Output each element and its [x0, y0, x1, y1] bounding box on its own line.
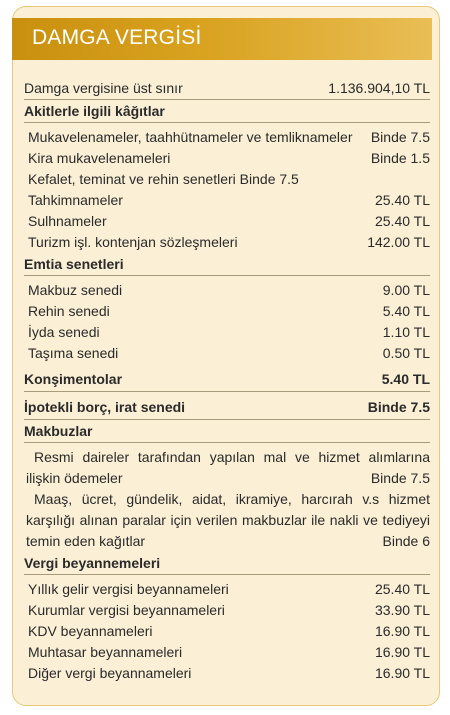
row-label: Kefalet, teminat ve rehin senetleri Binde 7.5 [28, 171, 299, 187]
makbuz-paragraph-1 [24, 447, 430, 489]
list-item [24, 127, 430, 148]
row-label: Rehin senedi [28, 303, 110, 319]
section-title: Vergi beyannemeleri [24, 555, 161, 571]
row-value: 25.40 TL [374, 581, 430, 597]
list-item [24, 600, 430, 621]
row-value: 25.40 TL [374, 192, 430, 208]
row-label: Mukavelenameler, taahhütnameler ve temliknameler [28, 129, 353, 145]
row-label: Turizm işl. kontenjan sözleşmeleri [28, 234, 238, 250]
paragraph-value: Binde 7.5 [370, 470, 430, 486]
list-item [24, 169, 430, 190]
row-label: KDV beyannameleri [28, 623, 153, 639]
row-label: Makbuz senedi [28, 282, 123, 298]
row-value: 16.90 TL [374, 623, 430, 639]
row-label: Yıllık gelir vergisi beyannameleri [28, 581, 229, 597]
row-value: 9.00 TL [382, 282, 430, 298]
row-label: Sulhnameler [28, 213, 107, 229]
ipotek-row [24, 396, 430, 420]
row-label: Kurumlar vergisi beyannameleri [28, 602, 225, 618]
upper-limit-row [24, 78, 430, 100]
list-item [24, 190, 430, 211]
header-bar [12, 18, 432, 60]
list-item [24, 621, 430, 642]
paragraph-text: Resmi daireler tarafından yapılan mal ve hizmet alımlarına ilişkin ödemeler [26, 449, 430, 486]
list-item [24, 301, 430, 322]
row-value: Binde 7.5 [367, 399, 430, 415]
list-item [24, 232, 430, 253]
list-item [24, 280, 430, 301]
paragraph-value: Binde 6 [382, 533, 430, 549]
section-heading-beyanname [24, 553, 430, 575]
row-label: Kira mukavelenameleri [28, 150, 171, 166]
section-title: Akitlerle ilgili kâğıtlar [24, 103, 165, 119]
konsimento-row [24, 368, 430, 392]
row-value: 1.136.904,10 TL [328, 80, 430, 96]
list-item [24, 663, 430, 684]
section-heading-akitler [24, 101, 430, 123]
row-value: 16.90 TL [374, 665, 430, 681]
paragraph-text: Maaş, ücret, gündelik, aidat, ikramiye, harcırah v.s hizmet karşılığı alınan paralar için verilen makbuzlar ile nakli ve tediyeyi temin eden kağıtlar [26, 491, 430, 549]
row-value: 25.40 TL [374, 213, 430, 229]
row-value: Binde 1.5 [370, 150, 430, 166]
section-heading-makbuzlar [24, 421, 430, 443]
list-item [24, 343, 430, 364]
page-title: DAMGA VERGİSİ [32, 26, 202, 49]
list-item [24, 322, 430, 343]
row-value: 16.90 TL [374, 644, 430, 660]
row-value: 5.40 TL [381, 371, 430, 387]
row-label: Diğer vergi beyannameleri [28, 665, 192, 681]
row-label: İyda senedi [28, 324, 100, 340]
section-heading-emtia [24, 254, 430, 276]
list-item [24, 579, 430, 600]
list-item [24, 211, 430, 232]
section-title: Emtia senetleri [24, 256, 124, 272]
row-value: 5.40 TL [382, 303, 430, 319]
row-label: Tahkimnameler [28, 192, 123, 208]
row-label: Taşıma senedi [28, 345, 119, 361]
row-value: 0.50 TL [382, 345, 430, 361]
row-label: İpotekli borç, irat senedi [24, 399, 186, 415]
row-value: 1.10 TL [382, 324, 430, 340]
row-label: Muhtasar beyannameleri [28, 644, 183, 660]
row-value: 142.00 TL [367, 234, 430, 250]
row-label: Damga vergisine üst sınır [24, 80, 183, 96]
row-value: 33.90 TL [374, 602, 430, 618]
row-label: Konşimentolar [24, 371, 123, 387]
section-title: Makbuzlar [24, 423, 93, 439]
tax-table [24, 78, 430, 684]
list-item [24, 148, 430, 169]
list-item [24, 642, 430, 663]
makbuz-paragraph-2 [24, 489, 430, 552]
row-value: Binde 7.5 [370, 129, 430, 145]
